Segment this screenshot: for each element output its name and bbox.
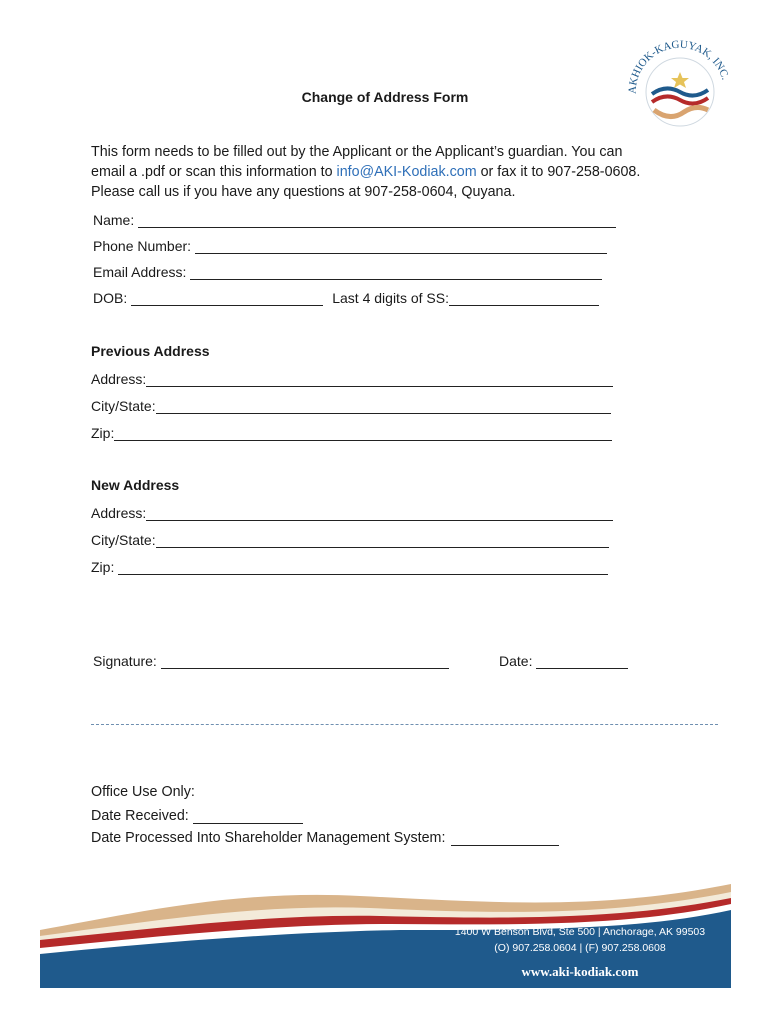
prev-zip-label: Zip:	[91, 425, 115, 441]
date-received-label: Date Received:	[91, 808, 189, 824]
date-received-row	[91, 806, 303, 824]
previous-address-heading: Previous Address	[91, 343, 210, 359]
dob-ssn-row	[93, 288, 599, 306]
phone-field[interactable]	[195, 239, 607, 254]
name-row	[93, 210, 616, 228]
prev-city-field[interactable]	[156, 399, 611, 414]
new-city-label: City/State:	[91, 532, 156, 548]
intro-line-2-post: or fax it to 907-258-0608.	[476, 164, 641, 180]
new-city-row	[91, 530, 609, 548]
dob-label: DOB:	[93, 290, 128, 306]
divider	[91, 724, 718, 725]
email-label: Email Address:	[93, 264, 187, 280]
new-city-field[interactable]	[156, 533, 609, 548]
prev-address-row	[91, 369, 613, 387]
new-address-label: Address:	[91, 505, 147, 521]
email-link[interactable]: info@AKI-Kodiak.com	[336, 164, 477, 180]
prev-address-field[interactable]	[146, 372, 613, 387]
signature-field[interactable]	[161, 654, 449, 669]
date-processed-row	[91, 828, 559, 846]
intro-line-2	[91, 162, 691, 182]
signature-row	[93, 651, 449, 669]
phone-row	[93, 236, 607, 254]
prev-zip-field[interactable]	[114, 426, 612, 441]
new-address-field[interactable]	[146, 506, 613, 521]
intro-line-3: Please call us if you have any questions at 907-258-0604, Quyana.	[91, 184, 516, 200]
intro-paragraph	[91, 142, 691, 202]
logo-text: AKHIOK-KAGUYAK, INC.	[626, 38, 732, 95]
date-processed-field[interactable]	[451, 831, 559, 846]
prev-city-label: City/State:	[91, 398, 156, 414]
date-label: Date:	[499, 653, 533, 669]
new-zip-label: Zip:	[91, 559, 115, 575]
date-received-field[interactable]	[193, 809, 303, 824]
intro-line-2-pre: email a .pdf or scan this information to	[91, 164, 337, 180]
new-zip-field[interactable]	[118, 560, 608, 575]
ssn-label: Last 4 digits of SS:	[332, 290, 449, 306]
form-title: Change of Address Form	[301, 89, 469, 105]
company-logo	[618, 28, 738, 136]
prev-address-label: Address:	[91, 371, 147, 387]
date-processed-label: Date Processed Into Shareholder Management System:	[91, 830, 446, 846]
footer-phones: (O) 907.258.0604 | (F) 907.258.0608	[494, 942, 666, 954]
prev-zip-row	[91, 423, 612, 441]
date-row	[499, 651, 628, 669]
date-field[interactable]	[536, 654, 628, 669]
office-use-heading: Office Use Only:	[91, 784, 195, 800]
name-field[interactable]	[138, 213, 616, 228]
footer-address: 1400 W Benson Blvd, Ste 500 | Anchorage, AK 99503	[454, 926, 706, 938]
name-label: Name:	[93, 212, 135, 228]
ssn-field[interactable]	[449, 291, 599, 306]
signature-label: Signature:	[93, 653, 157, 669]
email-field[interactable]	[190, 265, 602, 280]
dob-field[interactable]	[131, 291, 323, 306]
phone-label: Phone Number:	[93, 238, 192, 254]
email-row	[93, 262, 602, 280]
new-address-row	[91, 503, 613, 521]
footer-website[interactable]: www.aki-kodiak.com	[521, 964, 639, 979]
new-zip-row	[91, 557, 608, 575]
new-address-heading: New Address	[91, 477, 180, 493]
prev-city-row	[91, 396, 611, 414]
intro-line-1: This form needs to be filled out by the Applicant or the Applicant’s guardian. You can	[91, 144, 623, 160]
